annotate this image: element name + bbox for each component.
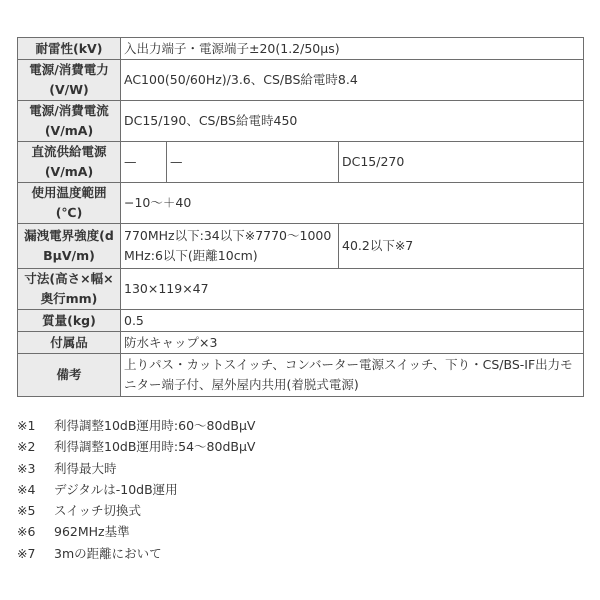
value-dc-supply-col2: —: [167, 142, 339, 183]
value-temperature: −10〜＋40: [121, 183, 584, 224]
row-accessories: [18, 332, 584, 354]
value-dc-supply-col1: —: [121, 142, 167, 183]
footnote-mark: ※1: [17, 418, 36, 433]
footnote: [17, 436, 583, 457]
label-power-current-line2: (V/mA): [44, 123, 94, 138]
footnote-mark: ※7: [17, 545, 36, 561]
footnote-mark: ※5: [17, 503, 36, 519]
footnote-text: 利得最大時: [54, 460, 117, 476]
value-dc-supply-col3: DC15/270: [339, 142, 584, 183]
label-remarks: 備考: [18, 354, 121, 397]
row-remarks: [18, 354, 584, 397]
value-voltage-withstand: 入出力端子・電源端子±20(1.2/50μs): [121, 38, 584, 60]
label-temperature-line2: (℃): [55, 205, 83, 220]
value-accessories: 防水キャップ×3: [121, 332, 584, 354]
label-temperature-line1: 使用温度範囲: [31, 185, 107, 200]
value-leakage-right: 40.2以下※7: [339, 224, 584, 269]
label-mass: 質量(kg): [18, 310, 121, 332]
row-dimensions: [18, 269, 584, 310]
label-leakage-line1: 漏洩電界強度(d: [24, 228, 114, 243]
label-dimensions-line1: 寸法(高さ×幅×: [24, 271, 114, 286]
label-accessories: 付属品: [18, 332, 121, 354]
value-leakage-left: 770MHz以下:34以下※7770〜1000MHz:6以下(距離10cm): [121, 224, 339, 269]
footnote-text: 利得調整10dB運用時:60〜80dBμV: [54, 418, 256, 433]
label-power-consumption-line1: 電源/消費電力: [29, 62, 109, 77]
footnote-mark: ※4: [17, 481, 36, 497]
footnote-mark: ※2: [17, 439, 36, 455]
label-dimensions-line2: 奥行mm): [40, 291, 98, 306]
row-leakage: [18, 224, 584, 269]
label-temperature: [18, 183, 121, 224]
label-dimensions: [18, 269, 121, 310]
footnote: [17, 479, 583, 500]
footnote-text: 3mの距離において: [54, 545, 162, 561]
row-power-current: [18, 101, 584, 142]
row-power-consumption: [18, 60, 584, 101]
label-power-consumption-line2: (V/W): [49, 82, 89, 97]
value-dimensions: 130×119×47: [121, 269, 584, 310]
label-dc-supply: [18, 142, 121, 183]
row-temperature: [18, 183, 584, 224]
label-dc-supply-line2: (V/mA): [44, 164, 94, 179]
footnote: [17, 458, 583, 479]
spec-table: [17, 37, 584, 397]
footnote: [17, 521, 583, 542]
value-remarks: 上りパス・カットスイッチ、コンバーター電源スイッチ、下り・CS/BS-IF出力モニター端子付、屋外屋内共用(着脱式電源): [121, 354, 584, 397]
label-power-consumption: [18, 60, 121, 101]
row-dc-supply: [18, 142, 584, 183]
footnote-text: 962MHz基準: [54, 524, 130, 540]
label-leakage-line2: BμV/m): [43, 248, 95, 263]
value-power-current: DC15/190、CS/BS給電時450: [121, 101, 584, 142]
label-power-current: [18, 101, 121, 142]
label-voltage-withstand: 耐雷性(kV): [18, 38, 121, 60]
label-power-current-line1: 電源/消費電流: [29, 103, 109, 118]
footnote-text: スイッチ切換式: [54, 503, 142, 519]
footnote-mark: ※3: [17, 460, 36, 476]
label-dc-supply-line1: 直流供給電源: [31, 144, 107, 159]
footnote-text: 利得調整10dB運用時:54〜80dBμV: [54, 439, 256, 455]
footnote-mark: ※6: [17, 524, 36, 540]
footnote: [17, 500, 583, 521]
footnote-text: デジタルは-10dB運用: [54, 481, 178, 497]
footnote: [17, 543, 583, 564]
row-mass: [18, 310, 584, 332]
value-power-consumption: AC100(50/60Hz)/3.6、CS/BS給電時8.4: [121, 60, 584, 101]
footnote: [17, 415, 583, 436]
footnotes: [17, 415, 583, 564]
value-mass: 0.5: [121, 310, 584, 332]
row-voltage-withstand: [18, 38, 584, 60]
label-leakage: [18, 224, 121, 269]
